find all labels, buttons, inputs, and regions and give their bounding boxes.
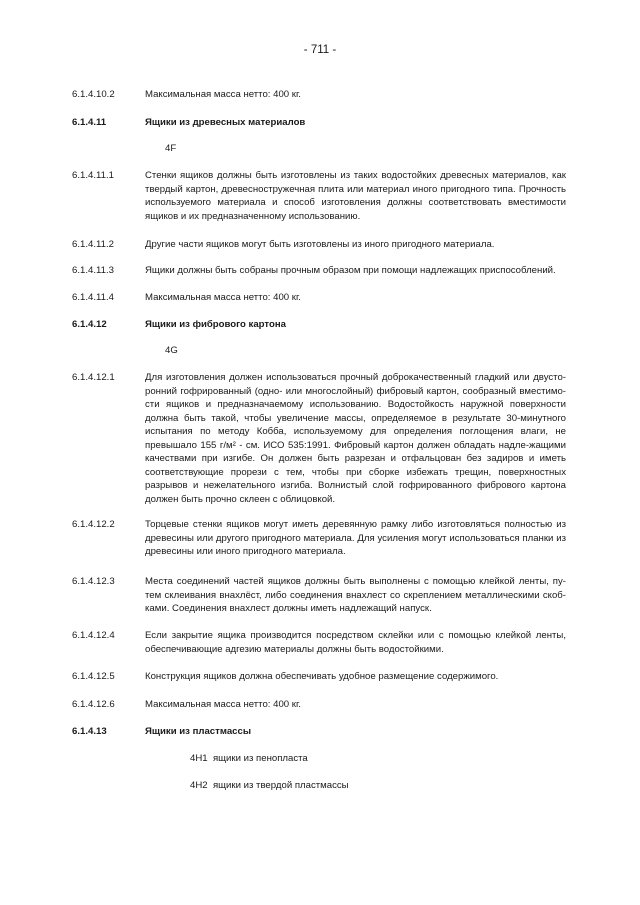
section-number: 6.1.4.11	[72, 117, 107, 128]
packaging-code-4f: 4F	[165, 143, 177, 154]
section-number: 6.1.4.12.3	[72, 576, 115, 587]
code-label: ящики из пенопласта	[212, 753, 308, 764]
section-title: Ящики из древесных материалов	[145, 117, 306, 128]
section-title: Ящики из пластмассы	[145, 726, 252, 737]
section-number: 6.1.4.12.4	[72, 630, 115, 641]
section-title: Ящики из фибрового картона	[145, 319, 286, 330]
section-text: Максимальная масса нетто: 400 кг.	[145, 292, 301, 303]
section-number: 6.1.4.11.2	[72, 239, 114, 250]
section-number: 6.1.4.12.1	[72, 372, 115, 383]
section-text: Места соединений частей ящиков должны быть выполнены с помощью клейкой ленты, пу-тем склеивания внахлёст, либо соединения внахлест со скреплением металлическими скоб-ками. Соединения внахлест должны иметь надлежащий напуск.	[145, 576, 566, 614]
section-text: Стенки ящиков должны быть изготовлены из таких водостойких древесных материалов, как твердый картон, древесностружечная плита или материал иного пригодного типа. Прочность используемого материала и способ изготовления должны соответствовать вместимости ящиков и их предназначенному использованию.	[145, 170, 566, 222]
section-number: 6.1.4.11.1	[72, 170, 114, 181]
code: 4H1	[190, 753, 208, 764]
packaging-code-4g: 4G	[165, 345, 178, 356]
code-label: ящики из твердой пластмассы	[212, 780, 349, 791]
section-text: Ящики должны быть собраны прочным образом при помощи надлежащих приспособлений.	[145, 265, 556, 276]
page-number: - 711 -	[303, 44, 337, 56]
section-number: 6.1.4.10.2	[72, 89, 115, 100]
section-number: 6.1.4.12	[72, 319, 107, 330]
section-text: Максимальная масса нетто: 400 кг.	[145, 89, 301, 100]
section-number: 6.1.4.11.3	[72, 265, 114, 276]
section-text: Максимальная масса нетто: 400 кг.	[145, 699, 301, 710]
section-number: 6.1.4.12.2	[72, 519, 115, 530]
section-text: Другие части ящиков могут быть изготовлены из иного пригодного материала.	[145, 239, 495, 250]
section-number: 6.1.4.12.6	[72, 699, 115, 710]
section-number: 6.1.4.12.5	[72, 671, 115, 682]
section-text: Торцевые стенки ящиков могут иметь деревянную рамку либо изготовляться полностью из древесины или другого пригодного материала. Для усиления могут использоваться планки из древесины или иного пригодного материала.	[145, 519, 566, 557]
packaging-code-4h1	[190, 752, 308, 765]
code: 4H2	[190, 780, 208, 791]
section-text: Для изготовления должен использоваться прочный доброкачественный гладкий или двусто-ронний гофрированный (одно- или многослойный) фибровый картон, сообразный вместимо-сти ящиков и предназначаемому использованию. Водостойкость наружной поверхности должна быть такой, чтобы увеличение массы, определяемое в результате 30-минутного испытания по методу Кобба, используемому для определения поглощения влаги, не превышало 155 г/м² - см. ИСО 535:1991. Фибровый картон должен обладать надле-жащими качествами при изгибе. Он должен быть разрезан и отфальцован без задиров и иметь соответствующие прорези с тем, чтобы при сборке избежать трещин, поверхностных разрывов и нежелательного изгиба. Волнистый слой гофрированного фибрового картона должен быть прочно склеен с облицовкой.	[145, 372, 566, 505]
section-text: Конструкция ящиков должна обеспечивать удобное размещение содержимого.	[145, 671, 499, 682]
section-number: 6.1.4.11.4	[72, 292, 114, 303]
section-number: 6.1.4.13	[72, 726, 107, 737]
packaging-code-4h2	[190, 779, 349, 792]
section-text: Если закрытие ящика производится посредством склейки или с помощью клейкой ленты, обеспечивающие адгезию материалы должны быть водостойкими.	[145, 630, 566, 655]
